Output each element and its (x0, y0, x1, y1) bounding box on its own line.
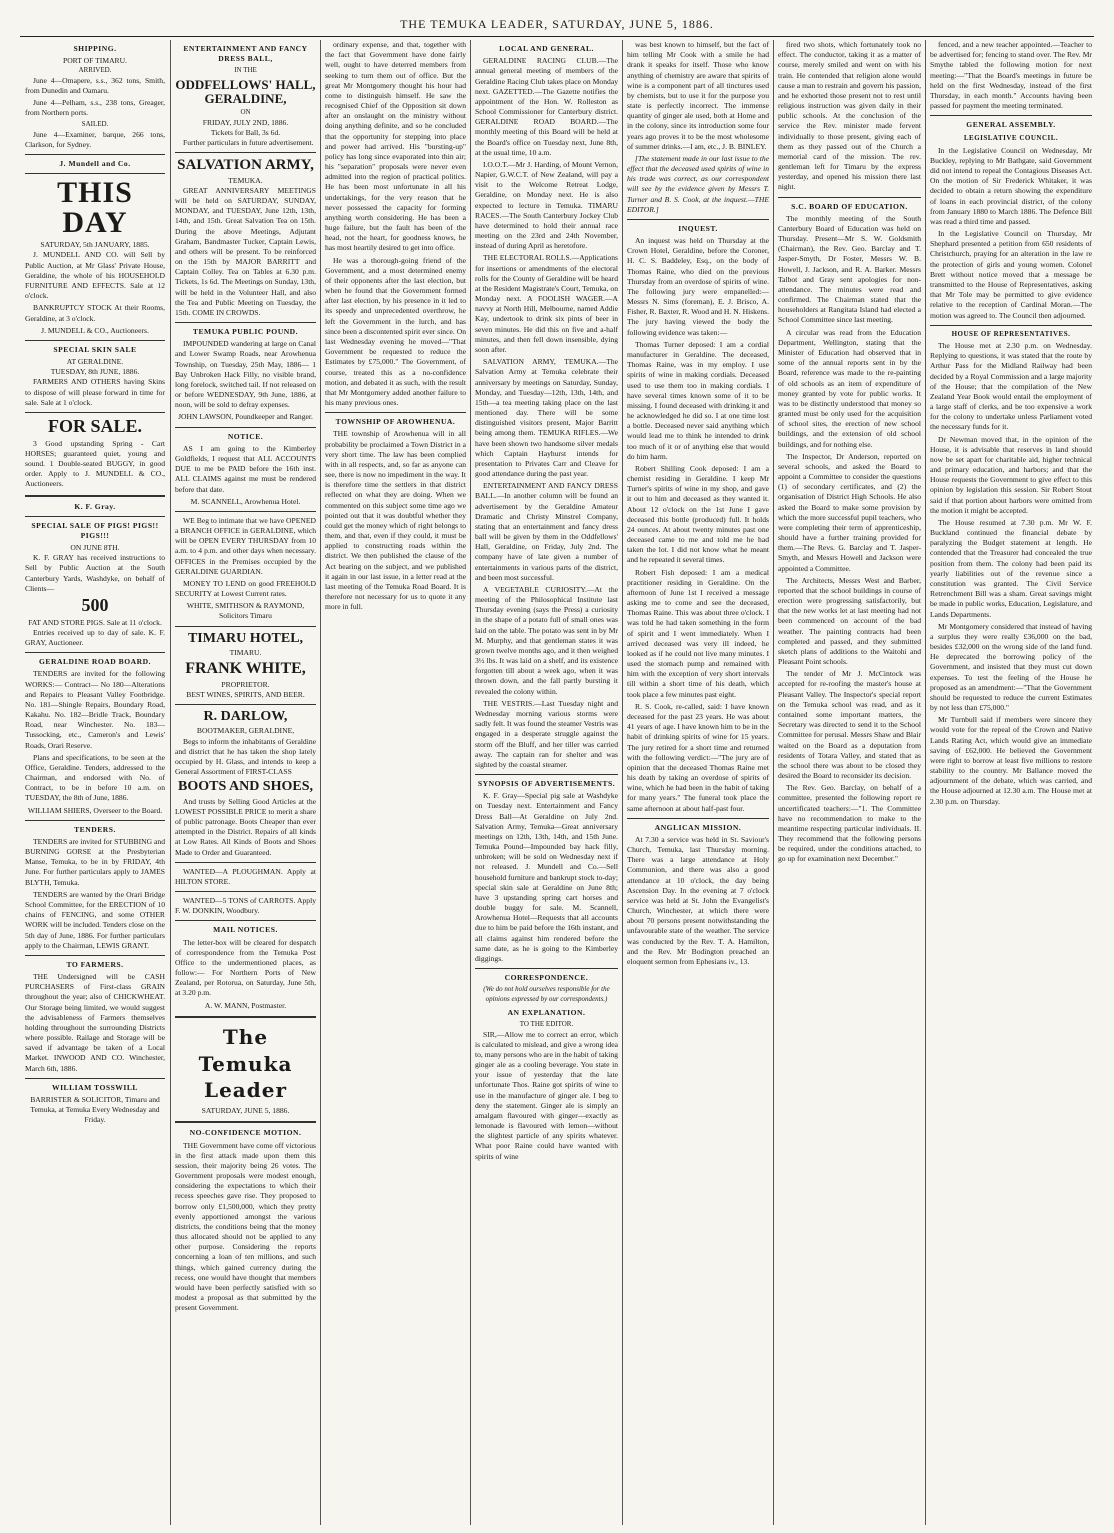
education-board-text: The monthly meeting of the South Canterbury Board of Education was held on Thursday. Present—Mr S. W. Goldsmith (Chairman), the Rev. Geo. Barclay and T. Jasper-Smyth, Dr Foster, Messrs W. B. Howell, J. Jackson, and R. A. Barker. Messrs Talbot and Gray sent apologies for non-attendance. The minutes were read and confirmed. The Chairman stated that the householders at Rangitata Island had elected a School Committee since last meeting. (778, 213, 921, 325)
branch-text: WE Beg to intimate that we have OPENED a BRANCH OFFICE in GERALDINE, which will be OPEN EVERY THURSDAY from 10 a.m. to 4 p.m. and other days when necessary. OFFICES in the Premises occupied by the GERALDINE GUARDIAN. (175, 515, 316, 576)
hotel-text: BEST WINES, SPIRITS, AND BEER. (186, 689, 305, 699)
for-sale-title: FOR SALE. (47, 415, 143, 436)
tenders-text: TENDERS are invited for STUBBING and BURNING GORSE at the Presbyterian Manse, Temuka, to be in by FRIDAY, 4th June. For further particulars apply to JAMES BLYTH, Temuka. (25, 836, 165, 887)
local-text: GERALDINE RACING CLUB.—The annual general meeting of members of the Geraldine Racing Club takes place on Monday next. GAZETTED.—The Gazette notifies the appointment of the Hon. W. Rolleston as School Commissioner for Canterbury district. GERALDINE ROAD BOARD.—The monthly meeting of this Board will be held at the Board's office on Tuesday next, June 8th, at the usual time, 10 a.m. (475, 56, 618, 157)
house-title: HOUSE OF REPRESENTATIVES. (951, 329, 1071, 338)
mundell-ad: J. MUNDELL AND CO. will Sell by Public Auction, at Mr Glass' Private House, Geraldine, the whole of his HOUSEHOLD FURNITURE AND EFFECTS. Sale at 12 o'clock. (25, 250, 165, 301)
local-text-5: ENTERTAINMENT AND FANCY DRESS BALL.—In another column will be found an advertisement by the Geraldine Amateur Dramatic and Christy Minstrel Company, stating that an entertainment and fancy dress ball will be given by them in the Oddfellows' Hall, Geraldine, on Friday, July 2nd. The company have of late given a number of entertainments in various parts of the district, and been most successful. (475, 481, 618, 582)
gray-firm: K. F. Gray. (74, 501, 116, 511)
frank-white: FRANK WHITE, (185, 660, 306, 678)
mission-continued: fired two shots, which fortunately took no effect. The conductor, taking it as a matter of course, merely smiled and went on with his train. He contended that religion alone would cause a man to restrain and govern his passion, and he exhorted those present not to rest until religious instruction was given daily in their public schools. At the conclusion of the service the Rev. minister made fervent individually to those present, giving each of them as they passed out of the Church a memorial card of the mission. The rev. gentleman left for Timaru by the express yesterday, and opened his mission there last night. (778, 40, 921, 192)
hotel-title: TIMARU HOTEL, (187, 630, 304, 646)
house-text: The House met at 2.30 p.m. on Wednesday. Replying to questions, it was stated that the route by Arthur Pass for the Midland Railway had been decided by a Royal Commission and a large majority of the House; that the compilation of the New Zealand Year Book would entail the employment of a large staff of clerks, and be too expensive a work for the colony to undertake unless Parliament voted the necessary funds for it. (930, 341, 1092, 432)
column-7 (927, 40, 1095, 1525)
in-the: IN THE (234, 66, 257, 75)
house-text-2: Dr Newman moved that, in the opinion of the House, it is advisable that reserves in land should now be set apart for charitable aid, higher technical and primary education, and harbors; and that the House requests the Government to give effect to this opinion by legislation this session. Sir Robert Stout said if that portion about harbors were omitted from the motion it might be accepted. (930, 434, 1092, 515)
tenders-title: TENDERS. (74, 824, 116, 834)
pigs-desc: FAT AND STORE PIGS. Sale at 11 o'clock. (28, 617, 162, 627)
house-text-5: Mr Turnbull said if members were sincere they would vote for the repeal of the Crown and Native Lands Rating Act, which would give an immediate saving of £62,000. He believed the Government were right to borrow at least five millions to restore stability to the country. Mr Ballance moved the adjournment of the debate, which was carried, and the House adjourned at 12.30 a.m. The House met at 2.30 p.m. on Thursday. (930, 715, 1092, 806)
farmers-text: THE Undersigned will be CASH PURCHASERS of First-class GRAIN throughout the year; also of CHICKWHEAT. Our Storage being limited, we would suggest the advisableness of Farmers themselves holding throughout the surrounding Districts where possible. Railage and Storage will be saved if advantage be taken of a Local Market. INWOOD AND CO. Winchester, March 6th, 1886. (25, 972, 165, 1073)
darlow-text-2: And trusts by Selling Good Articles at the LOWEST POSSIBLE PRICE to merit a share of public patronage. Boots Cheaper than ever attempted in the District. Repairs of all kinds at Low Rates. All Kinds of Boots and Shoes Made to Order and Guaranteed. (175, 796, 316, 857)
inquest-text: An inquest was held on Thursday at the Crown Hotel, Geraldine, before the Coroner, H. C. S. Baddeley, Esq., on the body of Thomas Raine, who died on the previous Thursday from an overdose of spirits of wine. The following jury were empanelled:—Messrs N. Sims (foreman), E. J. Brisco, A. Fisher, R. Baxter, R. Wood and H. N. Hiskens. The jury having viewed the body the following evidence was taken:— (627, 236, 769, 337)
board-text: TENDERS are invited for the following WORKS:— Contract— No 180—Alterations and Repairs to Pleasant Valley Footbridge. No. 181—Shingle Repairs, Boundary Road, Kakahu. No. 182—Bridle Track, Boundary Road, near Winchester. No. 183—Tussocking, etc., Cameron's and Lewis' Roads, Orari Reserve. (25, 669, 165, 750)
column-1 (22, 40, 168, 1525)
tosswill-name: WILLIAM TOSSWILL (51, 1082, 138, 1092)
local-text-6: A VEGETABLE CURIOSITY.—At the meeting of the Philosophical Institute last Thursday evening (says the Press) a curiosity in the shape of a potato full of small ones was laid on the table. The potato was sent in by Mr M. Murphy, and that gentleman states it was grown twelve months ago, and it then weighed 3½ lbs. It was laid on a shelf, and its existence forgotten till about a week ago, when it was thrown down, and the fall partly bursting it revealed the colony within. (475, 584, 618, 696)
hall-on: ON (240, 108, 251, 117)
column-rule (925, 40, 926, 1525)
local-title: LOCAL AND GENERAL. (499, 44, 594, 53)
column-rule (470, 40, 471, 1525)
inquest-text-3: Robert Shilling Cook deposed: I am a chemist residing in Geraldine. I keep Mr Turner's spirits of wine in my shop, and gave it out to him and deceased as they wanted it. About 12 o'clock on the 1st June I gave deceased this bottle (produced) full. It holds 24 ounces. At about twenty minutes past one deceased came to me and told me he had taken the lot. I did not know what he meant and he repeated it several times. (627, 463, 769, 565)
arrival-item: June 4—Pelham, s.s., 238 tons, Greager, from Northern ports. (25, 98, 165, 118)
this-day-date: SATURDAY, 5th JANUARY, 1885. (40, 240, 150, 250)
notice-title: NOTICE. (227, 431, 264, 441)
notice-sign: M. SCANNELL, Arowhenua Hotel. (190, 496, 301, 506)
board-continued: fenced, and a new teacher appointed.—Teacher to be advertised for; fencing to stand over. The Rev. Mr Smythe tabled the following motion for next meeting:—"That the Board's meetings in future be held on the first Wednesday, instead of the first Thursday, in each month." Accounts having been passed for payment the meeting terminated. (930, 40, 1092, 111)
expl-title: AN EXPLANATION. (507, 1008, 586, 1018)
proprietor: PROPRIETOR. (221, 679, 270, 689)
skin-sale-date: TUESDAY, 8th JUNE, 1886. (50, 367, 140, 377)
council-text: In the Legislative Council on Wednesday, Mr Buckley, replying to Mr Bathgate, said Government did not intend to repeal the Contagious Diseases Act. On the motion of Sir Frederick Whitaker, it was decided to obtain a return showing the expenditure of loans in each provincial district, of the colony from January 1880 to March 1886. The Defence Bill was read a third time and passed. (930, 145, 1092, 226)
column-2 (172, 40, 319, 1525)
skin-sale-at: AT GERALDINE. (66, 357, 124, 367)
page-header (20, 14, 1094, 37)
arrival-item: June 4—Omapere, s.s., 362 tons, Smith, from Dunedin and Oamaru. (25, 75, 165, 95)
pound-sign: JOHN LAWSON, Poundkeeper and Ranger. (178, 412, 313, 422)
motion-title: NO-CONFIDENCE MOTION. (189, 1128, 302, 1138)
farmers-title: TO FARMERS. (66, 959, 124, 969)
masthead-date: SATURDAY, JUNE 5, 1886. (201, 1106, 290, 1116)
mission-text: At 7.30 a service was held in St. Saviour's Church, Temuka, last Thursday morning. There was a large attendance at Holy Communion, and there was also a good attendance at 10 o'clock, the day being Ascension Day. In the evening at 7 o'clock service was held at St. John the Evangelist's Church, Winchester, at which there were about 70 persons present notwithstanding the unfavourable state of the weather. The service was conducted by the Rev. T. A. Hamilton, and the Rev. Mr Bodington preached an eloquent sermon from Ephesians iv., 13. (627, 834, 769, 966)
tickets: Tickets for Ball, 3s 6d. (210, 127, 281, 137)
editorial-text: ordinary expense, and that, together with the fact that Government have done fairly well, ought to have deterred members from seeking to turn them out of office. But the great Mr Montgomery thought his hour had come to distinguish himself. He saw the recognised Chief of the Opposition sit down after an onslaught on the ministry without doing anything definite, and so he concluded that the opportunity for stepping into place and power had arrived. His "bursting-up" policy has long since evaporated into thin air; his "separation" proposals were never even admitted into the region of practical politics. He has been most unfortunate in all his undertakings, for the very reason that he never possessed the capacity for forming anything worth considering. He has been a huge failure, but the fault has been of the head, not the heart, for goodness knows, he has most heartily desired to get into office. (325, 40, 466, 253)
this-day-banner: THIS DAY (57, 176, 133, 240)
sailing-item: June 4—Examiner, barque, 266 tons, Clarkson, for Sydney. (25, 129, 165, 149)
council-title: LEGISLATIVE COUNCIL. (963, 134, 1059, 143)
pigs-title: SPECIAL SALE OF PIGS! PIGS!! PIGS!!! (31, 520, 159, 540)
corr-title: CORRESPONDENCE. (504, 973, 589, 983)
column-6 (775, 40, 924, 1525)
township-text: THE township of Arowhenua will in all probability be proclaimed a Town District in a very short time. The law has been complied with in all respects, and, so far as anyone can see, there is now no impediment in the way. It is therefore time the settlers in that district reflected on what they are doing. When we commented on this subject some time ago we pointed out that it was doubtful whether they could get the money which of right belongs to them, and that, even if they could, it must be applied to constructing roads within the district. We then published the clause of the Act bearing on the subject, and we published it again in our last issue, in a letter read at the last meeting of the Temuka Road Board. It is therefore not necessary for us to quote it any more in full. (325, 429, 466, 612)
inquest-title: INQUEST. (678, 223, 718, 233)
house-text-3: The House resumed at 7.30 p.m. Mr W. F. Buckland continued the financial debate by paralyzing the Budget statement at length. He contended that the Treasurer had concealed the true position from them. The colony had been paid its yearly liabilities out of the revenue since a constitution was granted. The Civil Service Retrenchment Bill was a sham. Great savings might be made in public works, Education, Legislature, and Lands Departments. (930, 517, 1092, 619)
expl-text: SIR,—Allow me to correct an error, which is calculated to mislead, and give a wrong idea to, many persons who are in the habit of taking ginger ale as a cooling beverage. You state in your issue of yesterday that the late unfortunate Thos. Raine got spirits of wine to use in the manufacture of ginger ale. I beg to deny the statement. Ginger ale is simply an amalgam flavoured with ginger—exactly as lemonade is flavoured with lemon—without the slightest particle of any spirits whatever. What poor Raine could have wanted with spirits of wine (475, 1029, 618, 1161)
pigs-text: K. F. GRAY has received instructions to Sell by Public Auction at the South Canterbury Yards, Washdyke, on behalf of Clients— (25, 553, 165, 593)
page-header-title: THE TEMUKA LEADER, SATURDAY, JUNE 5, 1886. (400, 17, 714, 31)
inquest-text-4: Robert Fish deposed: I am a medical practitioner residing in Geraldine. On the afternoon of June 1st I received a message asking me to come and see the deceased, Thomas Raine. This was about three o'clock. I was told he had taken something in the form of spirit and I went immediately. When I arrived deceased was very ill indeed, he looked as if he could not live many minutes. I used the stomach pump and remained with him with the exception of very short intervals till within a short time of his death, which took place a few minutes past eight. (627, 567, 769, 699)
education-board-text-6: The Rev. Geo. Barclay, on behalf of a committee, presented the following report re uncertificated teachers:—"1. The Committee have no recommendation to make to the meantime respecting particular individuals. II. They recommend that the following persons be required, under the conditions attached, to go up for examination next December." (778, 783, 921, 864)
editorial-text-2: He was a thorough-going friend of the Government, and a most determined enemy of their opponents after the last election, but when he found that the Government formed after last election, by his presence in it led to its speedy and unprecedented overthrow, he left the Government in the lurch, and has since been a discontented spirit ever since. On last Wednesday evening he moved—"That Government be requested to reduce the Estimates by £75,000." The Government, of course, treated this as a no-confidence motion, and debated it as such, with the result that Mr Montgomery added another failure to his many previous ones. (325, 255, 466, 408)
editor-note: [The statement made in our last issue to the effect that the deceased used spirits of wine in his trade was correct, as our correspondent will see by the evidence given by Messrs T. Turner and B. S. Cook, at the inquest.—THE EDITOR.] (627, 153, 769, 214)
council-text-2: In the Legislative Council on Thursday, Mr Shephard presented a petition from 650 residents of Christchurch, praying for an alteration in the law re the protection of girls and young women. Colonel Brett without notice moved that a message be transmitted to the House of Representatives, asking that Mr Tole may be permitted to give evidence relative to the reception of Cardinal Moran.—The motion was agreed to. The Council then adjourned. (930, 229, 1092, 320)
mail-title: MAIL NOTICES. (213, 925, 278, 935)
township-title: TOWNSHIP OF AROWHENUA. (335, 417, 456, 427)
education-board-title: S.C. BOARD OF EDUCATION. (791, 201, 908, 211)
mail-text: The letter-box will be cleared for despatch of correspondence from the Temuka Post Office to the undermentioned places, as follow:— For Northern Ports of New Zealand, per Rotorua, on Saturday, June 5th, at 3.20 p.m. (175, 937, 316, 998)
for-sale-text: 3 Good upstanding Spring - Cart HORSES; guaranteed quiet, young and sound. 1 Double-seated BUGGY, in good order. Apply to J. MUNDELL & CO., Auctioneers. (25, 438, 165, 489)
column-5 (624, 40, 772, 1525)
local-text-7: THE VESTRIS.—Last Tuesday night and Wednesday morning various storms were sadly felt. It was found the steamer Vestris was engaged in a desperate struggle against the storm off the Bluff, and her tiller was carried away. The captain ran for shelter and was sighted by the coastal steamer. (475, 698, 618, 769)
pigs-entries: Entries received up to day of sale. K. F. GRAY, Auctioneer. (25, 627, 165, 648)
hall-date: FRIDAY, JULY 2ND, 1886. (202, 117, 289, 127)
mail-sign: A. W. MANN, Postmaster. (204, 1000, 287, 1010)
tosswill-text: BARRISTER & SOLICITOR, Timaru and Temuka, at Temuka Every Wednesday and Friday. (30, 1094, 160, 1125)
sailed-heading: SAILED. (81, 120, 109, 129)
mission-title: ANGLICAN MISSION. (654, 822, 742, 832)
expl-to: TO THE EDITOR. (519, 1020, 574, 1029)
board-plans: Plans and specifications, to be seen at the Office, Geraldine. Tenders, addressed to the Chairman, and endorsed with No. of Contract, to be in before 10 a.m. on TUESDAY, the 8th of June, 1886. (25, 752, 165, 803)
local-text-2: I.O.O.T.—Mr J. Harding, of Mount Vernon, Napier, G.W.C.T. of New Zealand, will pay a visit to the Welcome Retreat Lodge, Geraldine, on Monday next. He is also expected to lecture in Temuka. TIMARU RACES.—The South Canterbury Jockey Club have determined to hold their annual race meeting on the 23rd and 24th November, instead of during April as heretofore. (475, 159, 618, 251)
money-sign: WHITE, SMITHSON & RAYMOND, Solicitors Timaru (186, 601, 305, 621)
education-board-text-4: The Architects, Messrs West and Barber, reported that the school buildings in course of erection were progressing satisfactorily, but that the new works let at last meeting had not been commenced on account of the bad weather. The painting contracts had been completed and passed, and they submitted sketch plans of additions to the Waitohi and Pleasant Point schools. (778, 575, 921, 667)
inquest-text-2: Thomas Turner deposed: I am a cordial manufacturer in Geraldine. The deceased, Thomas Raine, was in my employ. I use spirits of wine in making cordials. Deceased used to use them too in making cordials. I have several times known some of it to be missing. I found deceased with drinking it and he acknowledged he did so. I at one time lost a bottle. Deceased never said anything which would lead me to think he intended to drink too much of it or of anything else that would do him harm. (627, 339, 769, 461)
auctioneers-sign: J. MUNDELL & CO., Auctioneers. (41, 325, 149, 335)
darlow-title: R. DARLOW, (203, 709, 288, 725)
notice-text: AS I am going to the Kimberley Goldfields, I request that ALL ACCOUNTS DUE to me be PAID before the 16th inst. ALL CLAIMS against me must be rendered before that date. (175, 443, 316, 494)
letter-text: was best known to himself, but the fact of him telling Mr Cook with a smile he had drank it speaks for itself. Those who know anything of chemistry are aware that spirits of wine is a component part of all tinctures used by chemists, but to use it for the purpose you state is perfectly incorrect. The immense quantity of ginger ale used, both at Home and in the colony, since its introduction some four years ago proves it to be the most wholesome of summer drinks.—I am, etc., J. B. BINLEY. (627, 40, 769, 151)
darlow-text: Begs to inform the inhabitants of Geraldine and district that he has taken the shop lately occupied by H. Glass, and intends to keep a General Assortment of FIRST-CLASS (175, 736, 316, 777)
inquest-text-5: R. S. Cook, re-called, said: I have known deceased for the past 23 years. He was about 41 years of age. I have known him to be in the habit of drinking spirits of wine for 15 years. The jury retired for a short time and returned with the following verdict:—"The jury are of opinion that the deceased Thomas Raine met his death by taking an overdose of spirits of wine, which he had been in the habit of taking for many years." The funeral took place the same afternoon at about half-past four. (627, 701, 769, 813)
assembly-title: GENERAL ASSEMBLY. (966, 120, 1056, 130)
pound-title: TEMUKA PUBLIC POUND. (192, 327, 299, 337)
carrots-ad: WANTED—5 TONS of CARROTS. Apply F. W. DONKIN, Woodbury. (175, 896, 316, 916)
bankruptcy-ad: BANKRUPTCY STOCK At their Rooms, Geraldine, at 3 o'clock. (25, 303, 165, 323)
further-particulars: Further particulars in future advertisement. (183, 138, 314, 148)
money-text: MONEY TO LEND on good FREEHOLD SECURITY at Lowest Current rates. (175, 578, 316, 599)
column-3 (322, 40, 469, 1525)
shipping-heading: SHIPPING. (73, 44, 117, 53)
local-text-4: SALVATION ARMY, TEMUKA.—The Salvation Army at Temuka celebrate their anniversary by meetings on Saturday, Sunday, Monday, and Tuesday—12th, 13th, 14th, and 15th—a tea meeting taking place on the last mentioned day. There will be some distinguished visitors present, Major Barritt being among them. TEMUKA RIFLES.—We have been shown two handsome silver medals which Captain Hayhurst intends for presentation to Privates Carr and Cleave for good attendance during the past year. (475, 357, 618, 479)
skin-sale-title: SPECIAL SKIN SALE (53, 344, 137, 354)
port-heading: PORT OF TIMARU. (62, 56, 128, 66)
darlow-trade: BOOTMAKER, GERALDINE, (196, 726, 295, 736)
education-board-text-3: The Inspector, Dr Anderson, reported on several schools, and asked the Board to appoint a Committee to consider the questions (1) of secondary certificates, and (2) the organisation of District High Schools. He also asked the Board to make some provision by which the more successful pupil teachers, who were completing their term of apprenticeship, should have a further training provided for them.—The Revs. G. Barclay and T. Jasper-Smyth, and Messrs Howell and Jackson were appointed a Committee. (778, 451, 921, 573)
hotel-place: TIMARU. (229, 647, 262, 657)
education-board-text-5: The tender of Mr J. McCintock was accepted for re-roofing the master's house at Pleasant Valley. The Inspector's special report on the Temuka school was read, and as it contained some important matters, the Secretary was directed to send it to the School Committee for perusal. Messrs Shaw and Blair waited on the Board as a deputation from residents of Totara Valley, and stated that as the school there was about to be closed they desired the Board to reconsider its decision. (778, 669, 921, 781)
boots-banner: BOOTS AND SHOES, (178, 779, 313, 795)
column-rule (320, 40, 321, 1525)
orari-text: TENDERS are wanted by the Orari Bridge School Committee, for the ERECTION of 10 chains of FENCING, and some OTHER WORK will be included. Tenders close on the 5th day of June, 1886. For further particulars apply to the Chairman, LEWIS GRANT. (25, 889, 165, 950)
pigs-date: ON JUNE 8TH. (70, 543, 120, 553)
skin-sale-text: FARMERS AND OTHERS having Skins to dispose of will please forward in time for sale. Sale at 1 o'clock. (25, 377, 165, 407)
salvation-text: GREAT ANNIVERSARY MEETINGS will be held on SATURDAY, SUNDAY, MONDAY, and TUESDAY, June 12th, 13th, 14th, and 15th. Great Salvation Tea on 15th. During the above Meetings, Adjutant Graham, Bandmaster Tucker, Captain Lewis, and others will be present. To be reinforced on the 15th by MAJOR BARRITT and Captain Colley. Tea on Tables at 6.30 p.m. Tickets, 1s 6d. The Meetings on Sunday, 13th, will be held in the Volunteer Hall, and also the Tea and Public Meeting on Tuesday, the 15th. COME IN CROWDS. (175, 185, 316, 317)
pigs-count: 500 (81, 594, 109, 615)
firm-name: J. Mundell and Co. (59, 159, 131, 169)
column-rule (773, 40, 774, 1525)
column-4 (472, 40, 621, 1525)
newspaper-masthead: The Temuka Leader (198, 1024, 293, 1103)
arrived-heading: ARRIVED. (78, 66, 112, 75)
board-title: GERALDINE ROAD BOARD. (39, 657, 151, 667)
education-board-text-2: A circular was read from the Education Department, Wellington, stating that the Minister of Education had observed that in some of the annual reports sent in by the Board, reference was made to the re-painting of old schools as an item of expenditure of money granted by vote for public works. It was to be distinctly understood that money so granted must be only used for the acquisition of school sites, the erection of new school buildings, and the extension of old school buildings, and for nothing else. (778, 327, 921, 449)
local-text-3: THE ELECTORAL ROLLS.—Applications for insertions or amendments of the electoral rolls for the County of Geraldine will be heard at the Resident Magistrate's Court, Temuka, on Monday next. A FOOLISH WAGER.—A navvy at North Hill, Melbourne, named Addie Kay, undertook to drink six pints of beer in seven minutes. He did this on five and a-half minutes, and then fell down insensible, dying soon after. (475, 253, 618, 354)
synopsis-title: SYNOPSIS OF ADVERTISEMENTS. (477, 779, 616, 789)
house-text-4: Mr Montgomery considered that instead of having a surplus they were really £36,000 on the bad, besides £32,000 on the wrong side of the land fund. He deprecated the borrowing policy of the Government, and insisted that they must cut down expenses. To test the feeling of the House he proposed as an amendment:—"That the Government should be requested to reduce the current Estimates by not less than £75,000." (930, 621, 1092, 713)
ploughman-ad: WANTED—A PLOUGHMAN. Apply at HILTON STORE. (175, 866, 316, 886)
corr-note: (We do not hold ourselves responsible for the opinions expressed by our correspondents.) (483, 985, 610, 1003)
synopsis-text: K. F. Gray—Special pig sale at Washdyke on Tuesday next. Entertainment and Fancy Dress Ball—At Geraldine on July 2nd. Salvation Army, Temuka—Great anniversary meetings on 12th, 13th, 14th, and 15th June. Temuka Pound—Impounded bay hack filly, unbroken; will be sold on Wednesday next if not released. J. Mundell and Co.—Sell household furniture and bankrupt stock to-day; special skin sale at Geraldine on June 8th; have 3 upstanding spring cart horses and double buggy for sale. M. Scannell, Arowhenua Hotel—Requests that all accounts due to him be paid before the 16th instant, and all claims against him rendered before the same date, as he is going to the Kimberley diggings. (475, 791, 618, 963)
column-rule (622, 40, 623, 1525)
salvation-title: SALVATION ARMY, (177, 157, 314, 174)
board-sign: WILLIAM SHIERS, Overseer to the Board. (27, 805, 163, 815)
column-rule (170, 40, 171, 1525)
pound-text: IMPOUNDED wandering at large on Canal and Lower Swamp Roads, near Arowhenua Township, on Tuesday, 25th May, 1886— 1 Bay Unbroken Hack Filly, no visible brand, long forelock, switched tail. If not released on or before WEDNESDAY, 9th June, 1886, at noon, will be sold to defray expenses. (175, 339, 316, 410)
salvation-place: TEMUKA. (228, 175, 263, 185)
motion-text: THE Government have come off victorious in the first attack made upon them this session, their majority being 26 votes. The Government proposals were modest enough, considering the expectations to which their recess speeches gave rise. They proposed to borrow only £1,500,000, which they pretty evenly apportioned amongst the various districts, the conditions being that the money thus allocated should not be applied to any other purpose. Considering the reports concerning a loan of ten millions, and such things, which gained currency during the recess, one would have thought that members would have been perfectly satisfied with so modest a proposal as that submitted by the present Government. (175, 1140, 316, 1313)
hall-title: ODDFELLOWS' HALL, GERALDINE, (175, 76, 316, 107)
entertainment-title: ENTERTAINMENT AND FANCY DRESS BALL, (183, 44, 308, 64)
